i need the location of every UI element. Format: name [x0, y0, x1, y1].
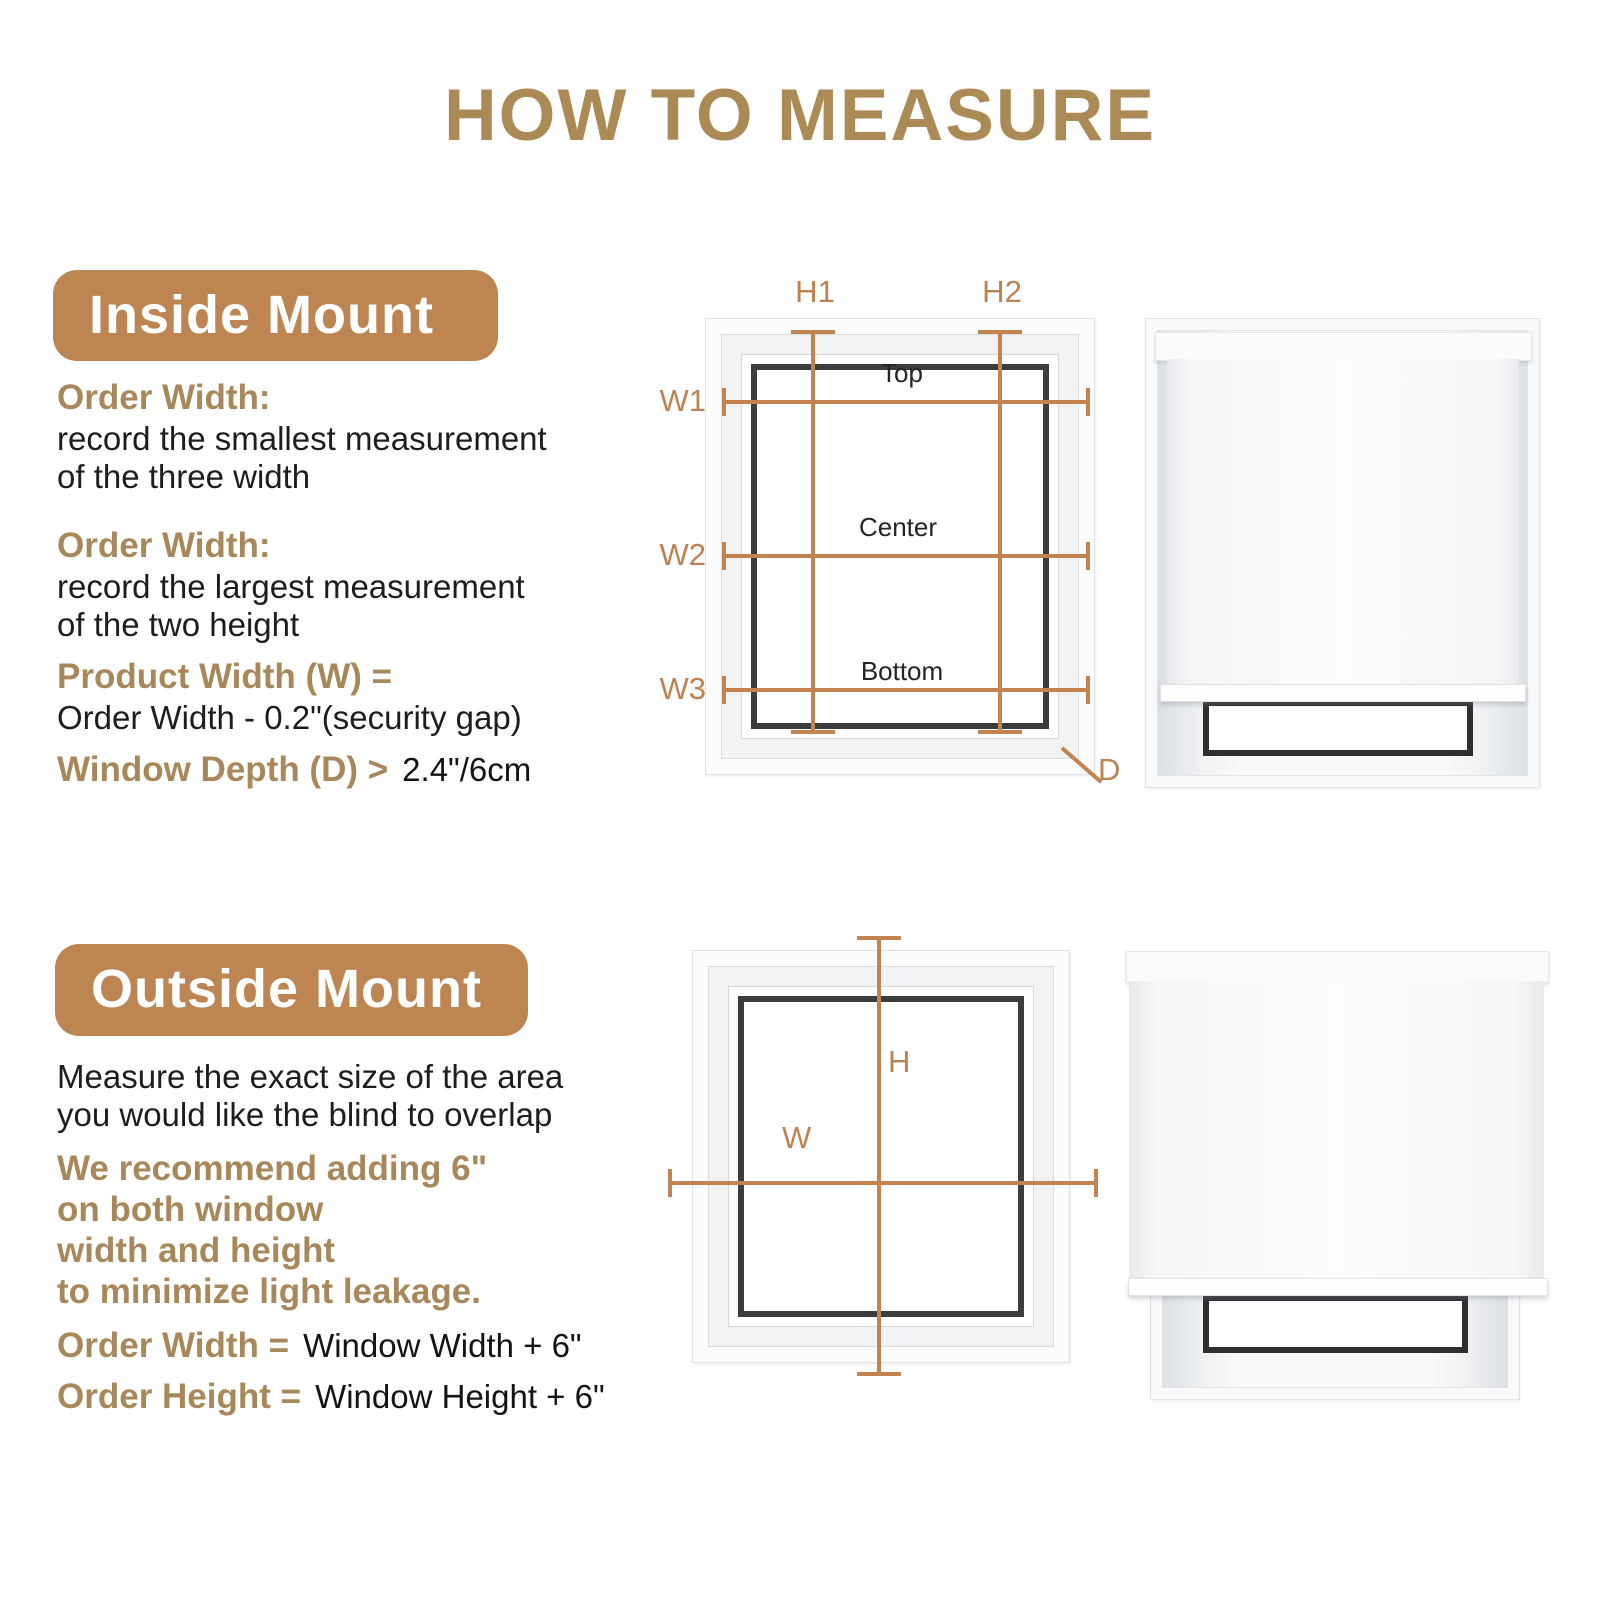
- inside-block-product-width: [57, 655, 522, 737]
- blind-sheet: [1167, 359, 1519, 685]
- window-glass: [1203, 1295, 1468, 1353]
- formula-heading: Order Width =: [57, 1326, 290, 1365]
- measure-line-h2: [998, 330, 1002, 734]
- instruction-line: Measure the exact size of the area: [57, 1058, 564, 1095]
- instruction-line: record the smallest measurement: [57, 420, 547, 457]
- measure-line-w2: [722, 554, 1090, 558]
- blind-bottom-bar: [1128, 1278, 1548, 1296]
- instruction-line: you would like the blind to overlap: [57, 1096, 553, 1133]
- outside-recommend-block: [57, 1148, 487, 1312]
- instruction-line: of the three width: [57, 458, 311, 495]
- measure-line-w1: [722, 400, 1090, 404]
- label-bottom: Bottom: [860, 656, 944, 686]
- label-depth: D: [1098, 752, 1121, 787]
- page-title: HOW TO MEASURE: [443, 75, 1157, 156]
- label-w2: W2: [659, 537, 706, 572]
- instruction-line: on both window: [57, 1190, 324, 1229]
- blind-bottom-bar: [1160, 684, 1526, 702]
- label-h2: H2: [982, 274, 1022, 309]
- formula-value: Window Width + 6": [303, 1327, 582, 1364]
- instruction-line: We recommend adding 6": [57, 1149, 488, 1188]
- blind-sheet: [1129, 981, 1544, 1278]
- outside-mount-badge: Outside Mount: [55, 944, 528, 1036]
- window-frame-diagram-outside: [692, 950, 1070, 1363]
- blind-cassette: [1126, 951, 1549, 983]
- instruction-heading: Order Width:: [57, 526, 271, 565]
- measure-line-h1: [811, 330, 815, 734]
- instruction-heading: Order Width:: [57, 378, 271, 417]
- label-w3: W3: [659, 671, 706, 706]
- measure-line-w3: [722, 688, 1090, 692]
- inside-block-window-depth: [57, 750, 531, 790]
- instruction-line: of the two height: [57, 606, 300, 643]
- outside-formula-width: [57, 1326, 582, 1366]
- inside-block-order-width-smallest: [57, 376, 547, 496]
- instruction-line: Order Width - 0.2"(security gap): [57, 699, 522, 736]
- formula-heading: Order Height =: [57, 1377, 302, 1416]
- label-height: H: [888, 1044, 911, 1079]
- window-photo-inside-mount: [1145, 318, 1540, 788]
- instruction-line: to minimize light leakage.: [57, 1272, 481, 1311]
- label-top: Top: [881, 358, 923, 388]
- instruction-line: record the largest measurement: [57, 568, 525, 605]
- inside-mount-badge: Inside Mount: [53, 270, 498, 361]
- label-center: Center: [858, 512, 938, 542]
- instruction-heading: Product Width (W) =: [57, 657, 393, 696]
- window-glass: [1203, 700, 1473, 756]
- outside-formula-height: [57, 1377, 605, 1417]
- blind-cassette: [1155, 332, 1532, 361]
- label-h1: H1: [795, 274, 835, 309]
- measure-line-height: [877, 936, 881, 1376]
- instruction-heading: Window Depth (D) >: [57, 750, 389, 789]
- label-w1: W1: [659, 383, 706, 418]
- inside-block-order-width-largest: [57, 524, 525, 644]
- formula-value: Window Height + 6": [315, 1378, 605, 1415]
- window-sash: [738, 996, 1024, 1317]
- outside-intro-block: [57, 1058, 563, 1134]
- label-width: W: [782, 1120, 812, 1155]
- instruction-line: width and height: [57, 1231, 336, 1270]
- measure-line-width: [668, 1181, 1098, 1185]
- instruction-value: 2.4"/6cm: [402, 751, 532, 788]
